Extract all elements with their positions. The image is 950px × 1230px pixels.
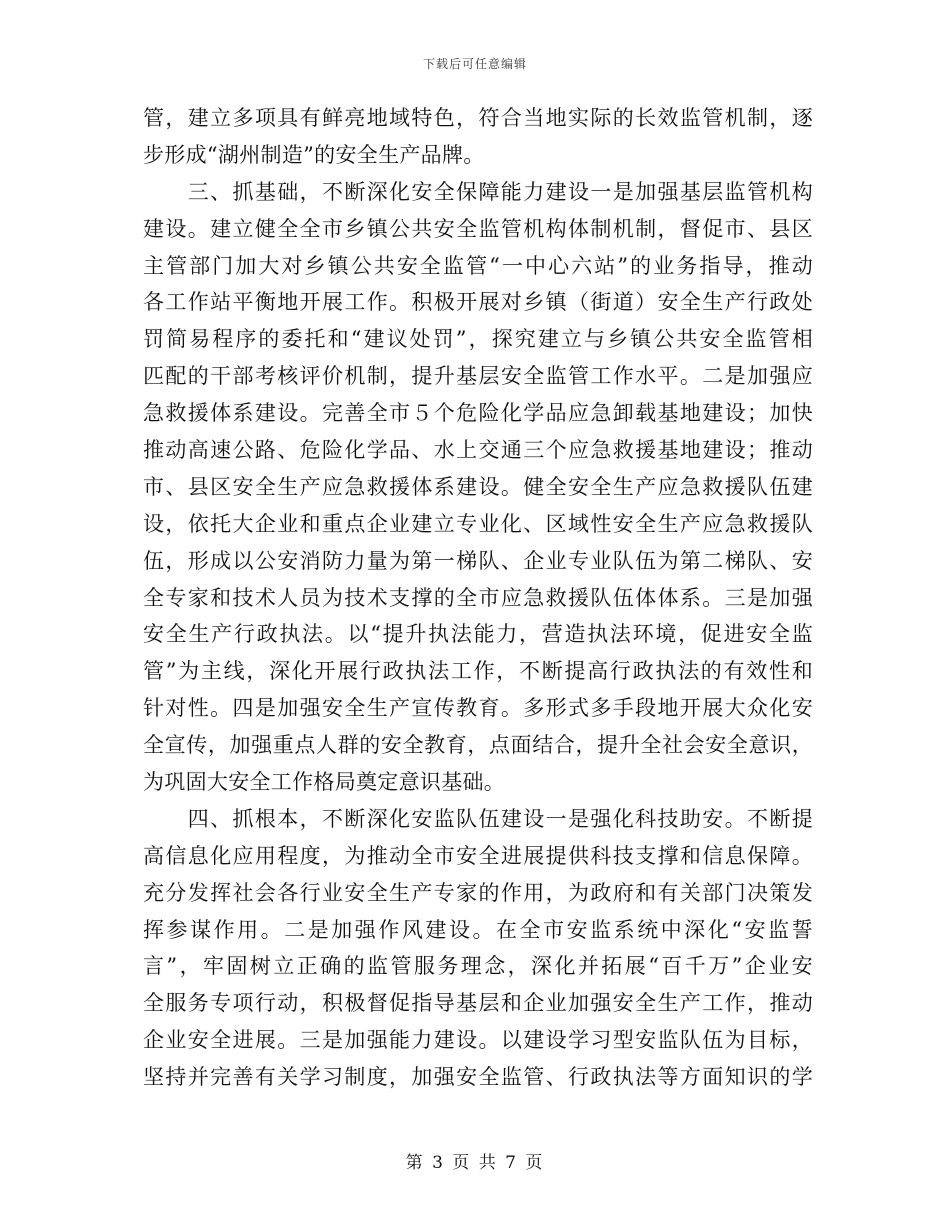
text-line: 高信息化应用程度，为推动全市安全进展提供科技支撑和信息保障。 bbox=[143, 843, 813, 868]
document-body bbox=[143, 100, 813, 1096]
text-line: 坚持并完善有关学习制度，加强安全监管、行政执法等方面知识的学 bbox=[143, 1065, 813, 1090]
text-line: 针对性。四是加强安全生产宣传教育。多形式多手段地开展大众化安 bbox=[143, 696, 813, 721]
text-line: 罚简易程序的委托和“建议处罚”，探究建立与乡镇公共安全监管相 bbox=[143, 327, 813, 352]
text-line: 全宣传，加强重点人群的安全教育，点面结合，提升全社会安全意识， bbox=[143, 733, 813, 758]
text-line: 为巩固大安全工作格局奠定意识基础。 bbox=[143, 770, 506, 795]
text-line: 挥参谋作用。二是加强作风建设。在全市安监系统中深化“安监誓 bbox=[143, 917, 813, 942]
text-line: 管，建立多项具有鲜亮地域特色，符合当地实际的长效监管机制，逐 bbox=[143, 106, 813, 130]
text-line: 管”为主线，深化开展行政执法工作，不断提高行政执法的有效性和 bbox=[143, 659, 813, 684]
text-line: 步形成“湖州制造”的安全生产品牌。 bbox=[143, 142, 485, 167]
text-line: 伍，形成以公安消防力量为第一梯队、企业专业队伍为第二梯队、安 bbox=[143, 548, 813, 573]
text-line: 建设。建立健全全市乡镇公共安全监管机构体制机制，督促市、县区 bbox=[143, 216, 813, 241]
text-line: 设，依托大企业和重点企业建立专业化、区域性安全生产应急救援队 bbox=[143, 511, 813, 536]
text-line: 各工作站平衡地开展工作。积极开展对乡镇（街道）安全生产行政处 bbox=[143, 290, 813, 315]
text-line: 言”，牢固树立正确的监管服务理念，深化并拓展“百千万”企业安 bbox=[143, 954, 813, 979]
text-line: 充分发挥社会各行业安全生产专家的作用，为政府和有关部门决策发 bbox=[143, 880, 813, 905]
text-line: 三、抓基础，不断深化安全保障能力建设一是加强基层监管机构 bbox=[143, 179, 813, 204]
page-footer: 第 3 页 共 7 页 bbox=[405, 1153, 545, 1173]
text-line: 匹配的干部考核评价机制，提升基层安全监管工作水平。二是加强应 bbox=[143, 364, 813, 389]
text-line: 主管部门加大对乡镇公共安全监管“一中心六站”的业务指导，推动 bbox=[143, 253, 813, 278]
text-line: 全服务专项行动，积极督促指导基层和企业加强安全生产工作，推动 bbox=[143, 991, 813, 1016]
text-line: 推动高速公路、危险化学品、水上交通三个应急救援基地建设；推动 bbox=[143, 438, 813, 463]
text-line: 市、县区安全生产应急救援体系建设。健全安全生产应急救援队伍建 bbox=[143, 474, 813, 499]
text-line: 全专家和技术人员为技术支撑的全市应急救援队伍体体系。三是加强 bbox=[143, 585, 813, 610]
text-line: 企业安全进展。三是加强能力建设。以建设学习型安监队伍为目标， bbox=[143, 1028, 813, 1053]
page-header: 下载后可任意编辑 bbox=[422, 57, 527, 71]
text-line: 四、抓根本，不断深化安监队伍建设一是强化科技助安。不断提 bbox=[143, 806, 813, 831]
text-line: 急救援体系建设。完善全市５个危险化学品应急卸载基地建设；加快 bbox=[143, 401, 813, 426]
text-line: 安全生产行政执法。以“提升执法能力，营造执法环境，促进安全监 bbox=[143, 622, 813, 647]
